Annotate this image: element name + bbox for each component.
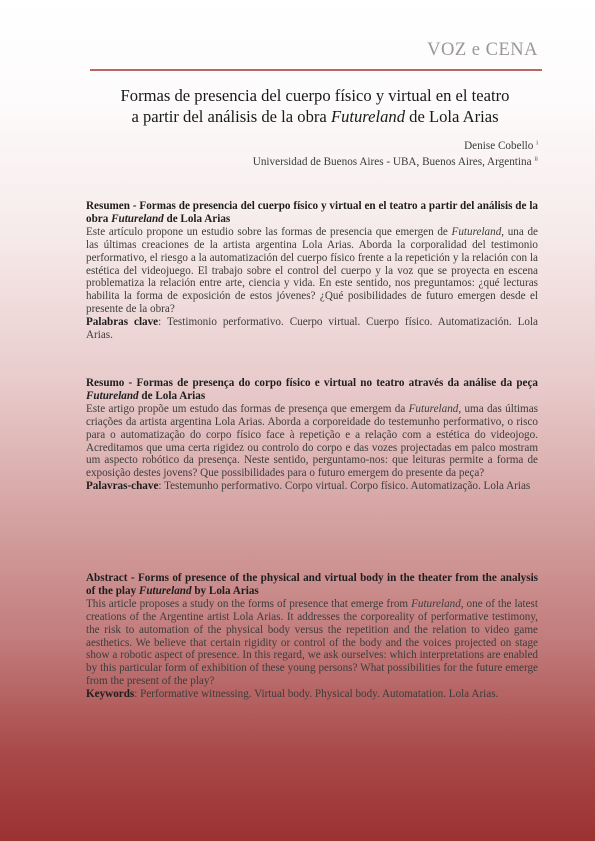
heading-text-end: de Lola Arias — [163, 212, 231, 225]
heading-text-end: de Lola Arias — [138, 389, 206, 402]
abstract-spanish — [86, 200, 538, 342]
keywords-label: Palavras-chave — [86, 480, 159, 493]
author-name: Denise Cobello — [464, 140, 534, 152]
keywords-text: : Performative witnessing. Virtual body. Physical body. Automatation. Lola Arias. — [134, 688, 499, 701]
abstract-heading — [86, 377, 538, 403]
affiliation-text: Universidad de Buenos Aires - UBA, Buenos Aires, Argentina — [252, 156, 532, 168]
abstract-body — [86, 598, 538, 688]
heading-play-name: Futureland — [86, 389, 139, 402]
body-text-end: , una de las últimas creaciones de la artista argentina Lola Arias. Aborda la corporalidad del testimonio performativo, el riesgo a la automatización del cuerpo físico frente a la repetición y la relación con la estética del videojuego. El trabajo sobre el control del cuerpo y la voz que se proyecta en escena problematiza la relación entre arte, ciencia y vida. En este sentido, nos preguntamos: ¿qué lecturas habilita la forma de exposición de estos jóvenes? ¿Qué posibilidades de futuro emergen desde el presente de la obra? — [86, 225, 538, 316]
article-title — [70, 85, 560, 127]
affiliation-footnote-mark: ii — [534, 155, 538, 163]
title-line-2 — [70, 106, 560, 127]
heading-text: Resumen - Formas de presencia del cuerpo físico y virtual en el teatro a partir del análisis de la obra — [86, 200, 538, 225]
affiliation — [253, 156, 538, 168]
body-text-end: , one of the latest creations of the Argentine artist Lola Arias. It addresses the corporeality of performative testimony, the risk to automation of the physical body versus the repetition and the relation to video game aesthetics. We believe that certain rigidity or control of the body and the voices projected on stage show a robotic aspect of presence. In this regard, we ask ourselves: which interpretations are enabled by this particular form of exhibition of these young persons? What possibilities for the future emerge from the present of the play? — [86, 597, 538, 688]
keywords — [86, 316, 538, 342]
body-text: Este artículo propone un estudio sobre las formas de presencia que emergen de — [86, 225, 452, 238]
body-play-name: Futureland — [411, 597, 461, 610]
keywords — [86, 480, 538, 493]
body-text-end: , uma das últimas criações da artista argentina Lola Arias. Aborda a corporeidade do testemunho performativo, o risco para o automatização do corpo físico face à repetição e a relação com a estética do videojogo. Acreditamos que uma certa rigidez ou controlo do corpo e das vozes projectadas em palco mostram um aspecto robótico da presença. Neste sentido, perguntamo-nos: que leituras permite a forma de exposição destes jovens? Que possibilidades para o futuro emergem do presente da peça? — [86, 402, 538, 480]
body-text: This article proposes a study on the forms of presence that emerge from — [86, 597, 412, 610]
keywords-label: Palabras clave — [86, 316, 159, 329]
abstract-body — [86, 226, 538, 316]
abstract-body — [86, 403, 538, 480]
title-line-2-post: de Lola Arias — [405, 107, 499, 126]
heading-play-name: Futureland — [138, 584, 192, 597]
keywords-text: : Testemunho performativo. Corpo virtual. Corpo físico. Automatização. Lola Arias — [158, 480, 531, 493]
header-rule — [90, 69, 542, 71]
journal-name: VOZ e CENA — [427, 40, 538, 60]
author — [464, 140, 538, 152]
heading-play-name: Futureland — [111, 212, 164, 225]
keywords — [86, 688, 538, 701]
author-footnote-mark: i — [536, 139, 538, 147]
title-play-name: Futureland — [330, 107, 406, 126]
heading-text-end: by Lola Arias — [191, 584, 259, 597]
body-play-name: Futureland — [451, 225, 502, 238]
abstract-heading — [86, 572, 538, 598]
body-play-name: Futureland — [408, 402, 459, 415]
abstract-portuguese — [86, 377, 538, 493]
abstract-heading — [86, 200, 538, 226]
keywords-text: : Testimonio performativo. Cuerpo virtual. Cuerpo físico. Automatización. Lola Arias. — [86, 316, 539, 342]
body-text: Este artigo propõe um estudo das formas de presença que emergem da — [86, 402, 409, 415]
heading-text: Abstract - Forms of presence of the physical and virtual body in the theater from the analysis of the play — [86, 572, 538, 597]
title-line-2-pre: a partir del análisis de la obra — [131, 107, 331, 126]
keywords-label: Keywords — [86, 688, 135, 701]
title-line-1: Formas de presencia del cuerpo físico y virtual en el teatro — [120, 86, 510, 105]
abstract-english — [86, 572, 538, 701]
heading-text: Resumo - Formas de presença do corpo físico e virtual no teatro através da análise da peça — [86, 377, 538, 389]
